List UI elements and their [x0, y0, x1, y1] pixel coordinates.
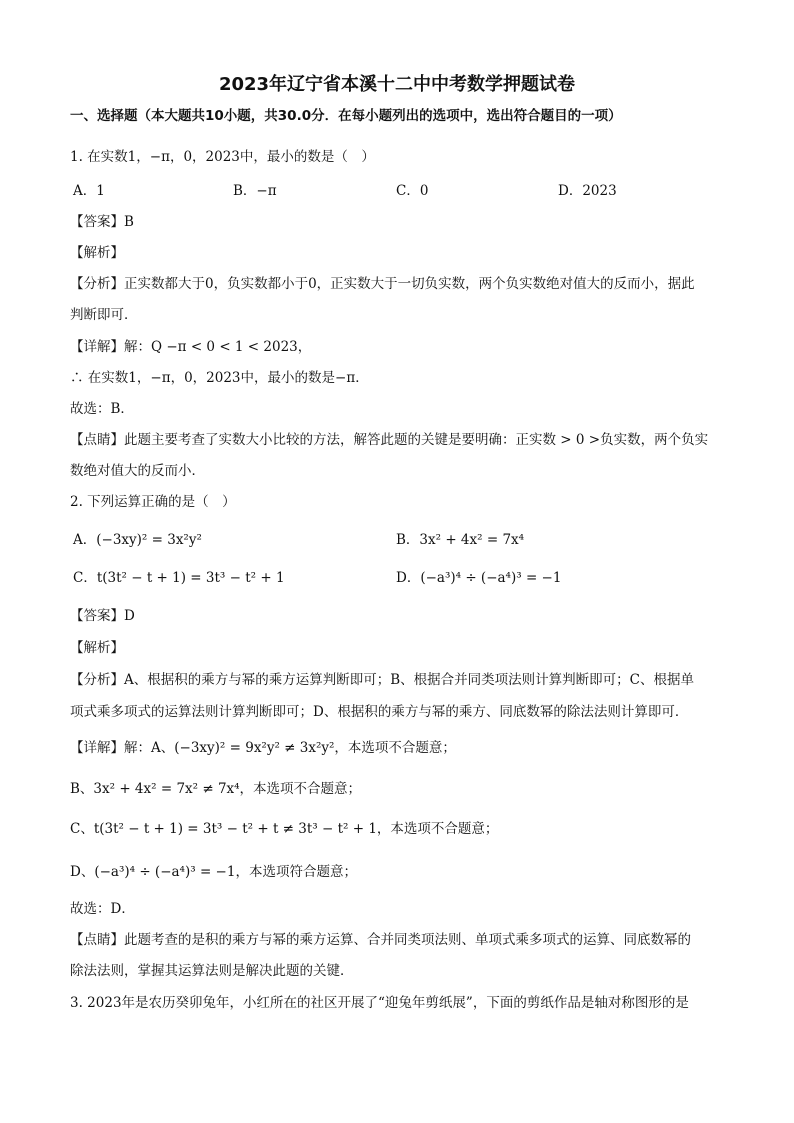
q2-detail-line-b: B、3x² + 4x² = 7x² ≠ 7x⁴，本选项不合题意；: [70, 781, 362, 797]
q2-analysis-heading: 【解析】: [70, 640, 124, 656]
q2-analysis-line-2: 项式乘多项式的运算法则计算判断即可；D、根据积的乘方与幂的乘方、同底数幂的除法法则计算即可．: [70, 704, 689, 720]
q1-comment-line-2: 数绝对值大的反而小．: [70, 463, 205, 479]
q2-comment-line-2: 除法法则，掌握其运算法则是解决此题的关键．: [70, 963, 354, 979]
q1-comment-line-1: 【点睛】此题主要考查了实数大小比较的方法，解答此题的关键是要明确：正实数 > 0 >负实数，两个负实: [70, 432, 709, 448]
q2-choice-line: 故选：D．: [70, 901, 135, 917]
question-1-stem: 1. 在实数1，−π，0，2023中，最小的数是（ ）: [70, 149, 375, 165]
q2-comment-line-1: 【点睛】此题考查的是积的乘方与幂的乘方运算、合并同类项法则、单项式乘多项式的运算、同底数幂的: [70, 932, 691, 948]
q1-therefore-line: ∴ 在实数1，−π，0，2023中，最小的数是−π．: [70, 370, 369, 386]
q1-option-b: B．−π: [233, 183, 277, 199]
q2-option-b: B．3x² + 4x² = 7x⁴: [396, 532, 525, 548]
q2-analysis-line-1: 【分析】A、根据积的乘方与幂的乘方运算判断即可；B、根据合并同类项法则计算判断即可；C、根据单: [70, 672, 694, 688]
q1-option-c: C．0: [396, 183, 429, 199]
question-3-stem: 3. 2023年是农历癸卯兔年，小红所在的社区开展了“迎兔年剪纸展”，下面的剪纸作品是轴对称图形的是: [70, 995, 689, 1011]
question-2-stem: 2. 下列运算正确的是（ ）: [70, 494, 236, 510]
q1-analysis-line-2: 判断即可．: [70, 307, 138, 323]
page-title: 2023年辽宁省本溪十二中中考数学押题试卷: [218, 74, 576, 95]
q2-answer: 【答案】D: [70, 608, 135, 624]
q1-answer: 【答案】B: [70, 214, 134, 230]
section-heading: 一、选择题（本大题共10小题，共30.0分．在每小题列出的选项中，选出符合题目的一项）: [70, 108, 622, 124]
q1-option-a: A．1: [73, 183, 105, 199]
q1-analysis-heading: 【解析】: [70, 245, 124, 261]
q2-option-c: C．t(3t² − t + 1) = 3t³ − t² + 1: [73, 570, 285, 586]
q2-detail-line-c: C、t(3t² − t + 1) = 3t³ − t² + t ≠ 3t³ − t² + 1，本选项不合题意；: [70, 821, 499, 837]
q1-analysis-line-1: 【分析】正实数都大于0，负实数都小于0，正实数大于一切负实数，两个负实数绝对值大的反而小，据此: [70, 276, 695, 292]
q2-option-d: D．(−a³)⁴ ÷ (−a⁴)³ = −1: [396, 570, 562, 586]
q1-choice-line: 故选：B．: [70, 401, 134, 417]
q2-detail-line-d: D、(−a³)⁴ ÷ (−a⁴)³ = −1，本选项符合题意；: [70, 864, 357, 880]
q1-option-d: D．2023: [558, 183, 617, 199]
q1-detail-line: 【详解】解：Q −π < 0 < 1 < 2023，: [70, 339, 312, 355]
q2-option-a: A．(−3xy)² = 3x²y²: [73, 532, 202, 548]
q2-detail-line-a: 【详解】解：A、(−3xy)² = 9x²y² ≠ 3x²y²，本选项不合题意；: [70, 740, 456, 756]
